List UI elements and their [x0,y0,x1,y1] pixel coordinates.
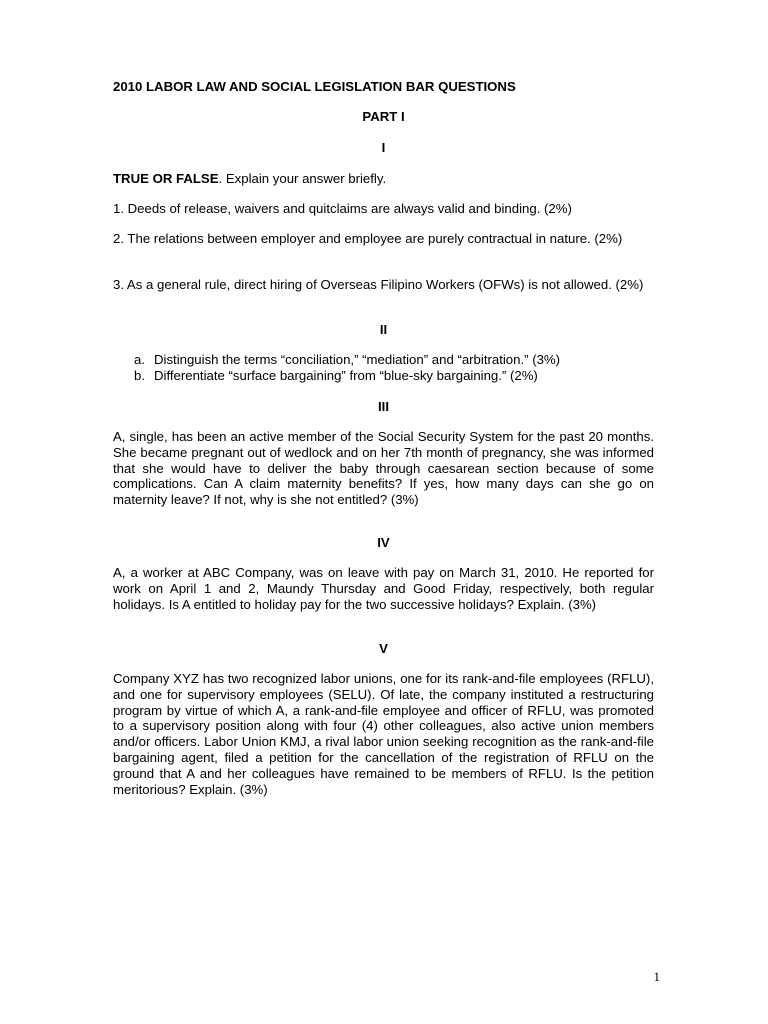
list-item-text: Differentiate “surface bargaining” from “blue-sky bargaining.” (2%) [154,367,538,383]
list-marker: a. [134,352,145,367]
instruction-text: . Explain your answer briefly. [218,171,387,186]
question-2: 2. The relations between employer and employee are purely contractual in nature. (2%) [113,231,623,246]
section-i-instruction [113,171,654,187]
part-heading: PART I [362,109,405,124]
list-marker: b. [134,367,145,383]
section-ii-list [134,352,654,384]
list-item [134,368,654,384]
page-number: 1 [653,969,660,984]
list-item-text: Distinguish the terms “conciliation,” “mediation” and “arbitration.” (3%) [154,352,561,367]
document-title: 2010 LABOR LAW AND SOCIAL LEGISLATION BAR QUESTIONS [113,79,516,94]
section-heading-v: V [379,641,388,656]
question-iii-text: A, single, has been an active member of the Social Security System for the past 20 months. She became pregnant out of wedlock and on her 7th month of pregnancy, she was informed that she would have to deliver the baby through caesarean section because of some complications. Can A claim maternity benefits? If yes, how many days can she go on maternity leave? If not, why is she not entitled? (3%) [113,429,654,508]
question-iv-text: A, a worker at ABC Company, was on leave with pay on March 31, 2010. He reported for work on April 1 and 2, Maundy Thursday and Good Friday, respectively, both regular holidays. Is A entitled to holiday pay for the two successive holidays? Explain. (3%) [113,565,654,612]
section-heading-iii: III [378,399,389,414]
question-1: 1. Deeds of release, waivers and quitclaims are always valid and binding. (2%) [113,201,572,216]
list-item [134,352,654,368]
instruction-label: TRUE OR FALSE [113,171,219,186]
section-heading-iv: IV [377,535,390,550]
question-3: 3. As a general rule, direct hiring of Overseas Filipino Workers (OFWs) is not allowed. (2%) [113,277,644,292]
section-heading-ii: II [379,322,388,337]
question-v-text: Company XYZ has two recognized labor unions, one for its rank-and-file employees (RFLU), and one for supervisory employees (SELU). Of late, the company instituted a restructuring program by virtue of which A, a rank-and-file employee and officer of RFLU, was promoted to a supervisory position along with four (4) other colleagues, also active union members and/or officers. Labor Union KMJ, a rival labor union seeking recognition as the rank-and-file bargaining agent, filed a petition for the cancellation of the registration of RFLU on the ground that A and her colleagues have remained to be members of RFLU. Is the petition meritorious? Explain. (3%) [113,671,654,797]
section-heading-i: I [381,140,386,155]
